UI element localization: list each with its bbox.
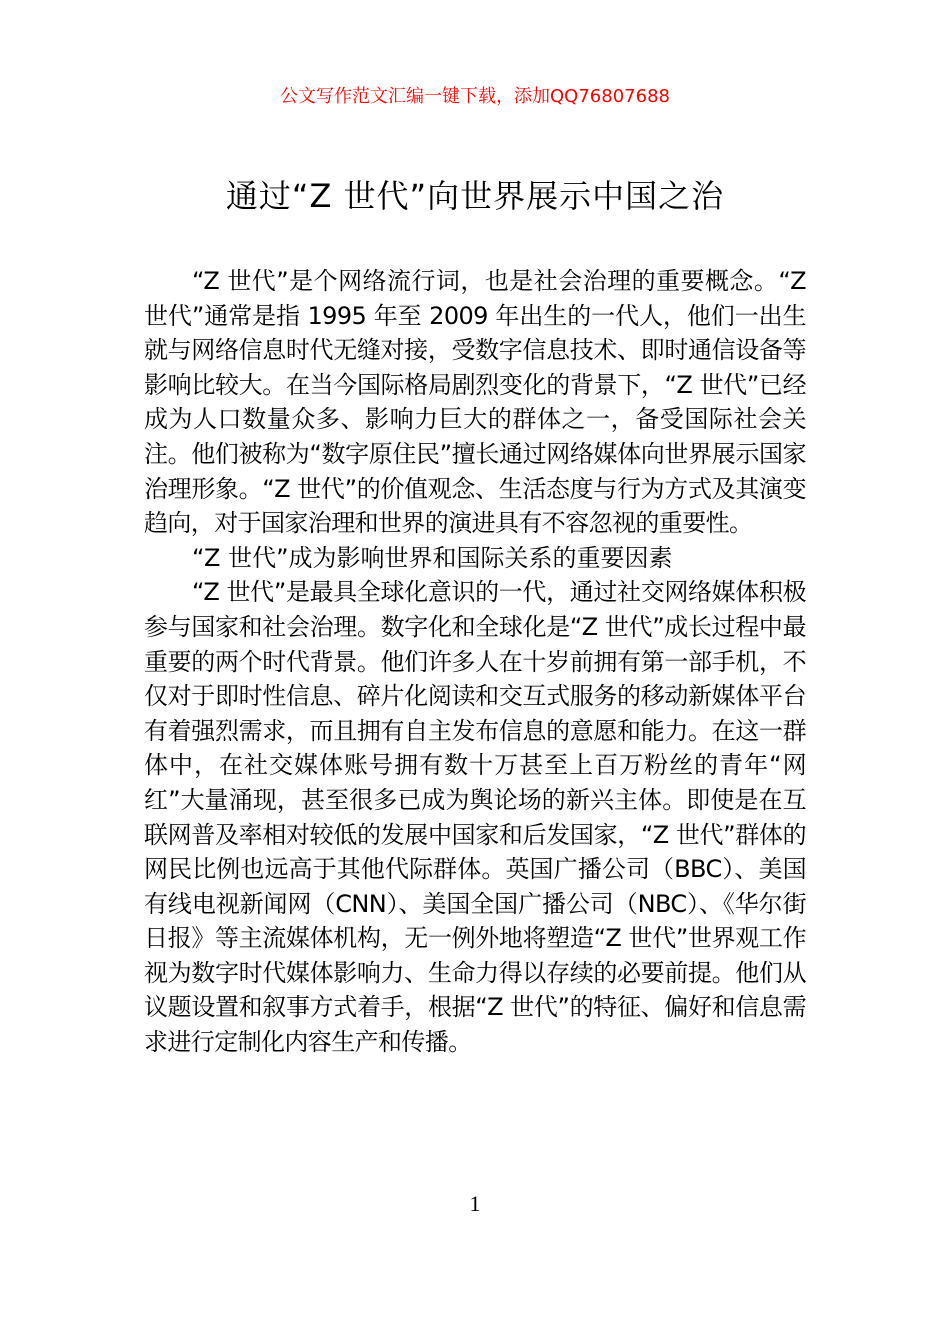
paragraph-body: “Z 世代”是最具全球化意识的一代，通过社交网络媒体积极参与国家和社会治理。数字化和全球化是“Z 世代”成长过程中最重要的两个时代背景。他们许多人在十岁前拥有第一部手机，不仅对于即时性信息、碎片化阅读和交互式服务的移动新媒体平台有着强烈需求，而且拥有自主发布信息的意愿和能力。在这一群体中，在社交媒体账号拥有数十万甚至上百万粉丝的青年“网红”大量涌现，甚至很多已成为舆论场的新兴主体。即使是在互联网普及率相对较低的发展中国家和后发国家，“Z 世代”群体的网民比例也远高于其他代际群体。英国广播公司（BBC）、美国有线电视新闻网（CNN）、美国全国广播公司（NBC）、《华尔街日报》等主流媒体机构，无一例外地将塑造“Z 世代”世界观工作视为数字时代媒体影响力、生命力得以存续的必要前提。他们从议题设置和叙事方式着手，根据“Z 世代”的特征、偏好和信息需求进行定制化内容生产和传播。 (144, 578, 806, 1057)
document-title: 通过“Z 世代”向世界展示中国之治 (225, 177, 725, 215)
promo-header: 公文写作范文汇编一键下载，添加QQ76807688 (280, 86, 670, 107)
page-number: 1 (469, 1191, 481, 1216)
paragraph-intro: “Z 世代”是个网络流行词，也是社会治理的重要概念。“Z 世代”通常是指 1995 年至 2009 年出生的一代人，他们一出生就与网络信息时代无缝对接，受数字信息技术、即时通信设备等影响比较大。在当今国际格局剧烈变化的背景下，“Z 世代”已经成为人口数量众多、影响力巨大的群体之一，备受国际社会关注。他们被称为“数字原住民”擅长通过网络媒体向世界展示国家治理形象。“Z 世代”的价值观念、生活态度与行为方式及其演变趋向，对于国家治理和世界的演进具有不容忽视的重要性。 (144, 267, 806, 538)
section-heading: “Z 世代”成为影响世界和国际关系的重要因素 (192, 543, 673, 572)
document-body (144, 264, 806, 1060)
